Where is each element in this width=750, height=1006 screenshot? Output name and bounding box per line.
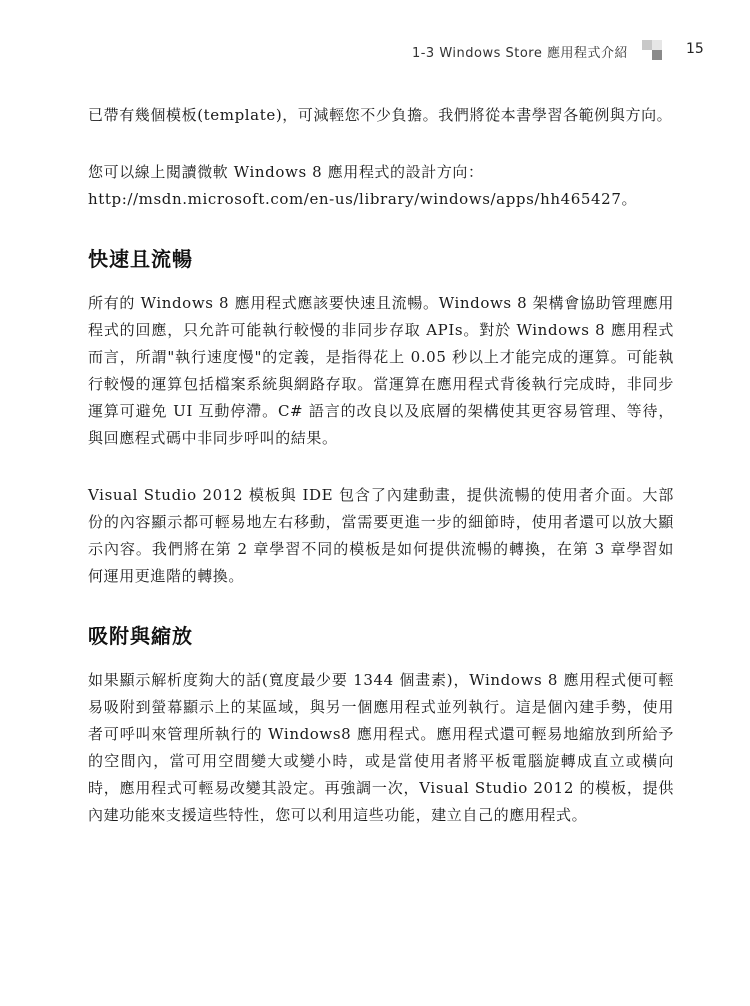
- section-heading-fast-fluid: 快速且流暢: [88, 247, 193, 271]
- page-number: 15: [686, 41, 704, 57]
- page-body: [88, 102, 674, 829]
- running-header-title: 1-3 Windows Store 應用程式介紹: [411, 46, 628, 61]
- section-heading-snap-scale: 吸附與縮放: [88, 624, 193, 648]
- section2-paragraph-1: 如果顯示解析度夠大的話(寬度最少要 1344 個畫素)，Windows 8 應用程式便可輕易吸附到螢幕顯示上的某區域，與另一個應用程式並列執行。這是個內建手勢，使用者可呼叫來管理所執行的 Windows8 應用程式。應用程式還可輕易地縮放到所給予的空間內，當可用空間變大或變小時，或是當使用者將平板電腦旋轉成直立或橫向時，應用程式可輕易改變其設定。再強調一次，Visual Studio 2012 的模板，提供內建功能來支援這些特性，您可以利用這些功能，建立自己的應用程式。: [88, 671, 674, 824]
- design-direction-url: http://msdn.microsoft.com/en-us/library/windows/apps/hh465427。: [88, 190, 638, 208]
- section1-paragraph-1: 所有的 Windows 8 應用程式應該要快速且流暢。Windows 8 架構會協助管理應用程式的回應，只允許可能執行較慢的非同步存取 APIs。對於 Windows 8 應用程式而言，所謂"執行速度慢"的定義，是指得花上 0.05 秒以上才能完成的運算。可能執行較慢的運算包括檔案系統與網路存取。當運算在應用程式背後執行完成時，非同步運算可避免 UI 互動停滯。C# 語言的改良以及底層的架構使其更容易管理、等待，與回應程式碼中非同步呼叫的結果。: [88, 294, 674, 447]
- section1-paragraph-2: Visual Studio 2012 模板與 IDE 包含了內建動畫，提供流暢的使用者介面。大部份的內容顯示都可輕易地左右移動，當需要更進一步的細節時，使用者還可以放大顯示內容。我們將在第 2 章學習不同的模板是如何提供流暢的轉換，在第 3 章學習如何運用更進階的轉換。: [88, 486, 674, 585]
- page-corner-mark-icon: [642, 40, 662, 60]
- intro-paragraph: 已帶有幾個模板(template)，可減輕您不少負擔。我們將從本書學習各範例與方向。: [88, 106, 673, 124]
- design-direction-line: 您可以線上閱讀微軟 Windows 8 應用程式的設計方向：: [88, 163, 484, 181]
- running-header: [0, 36, 750, 66]
